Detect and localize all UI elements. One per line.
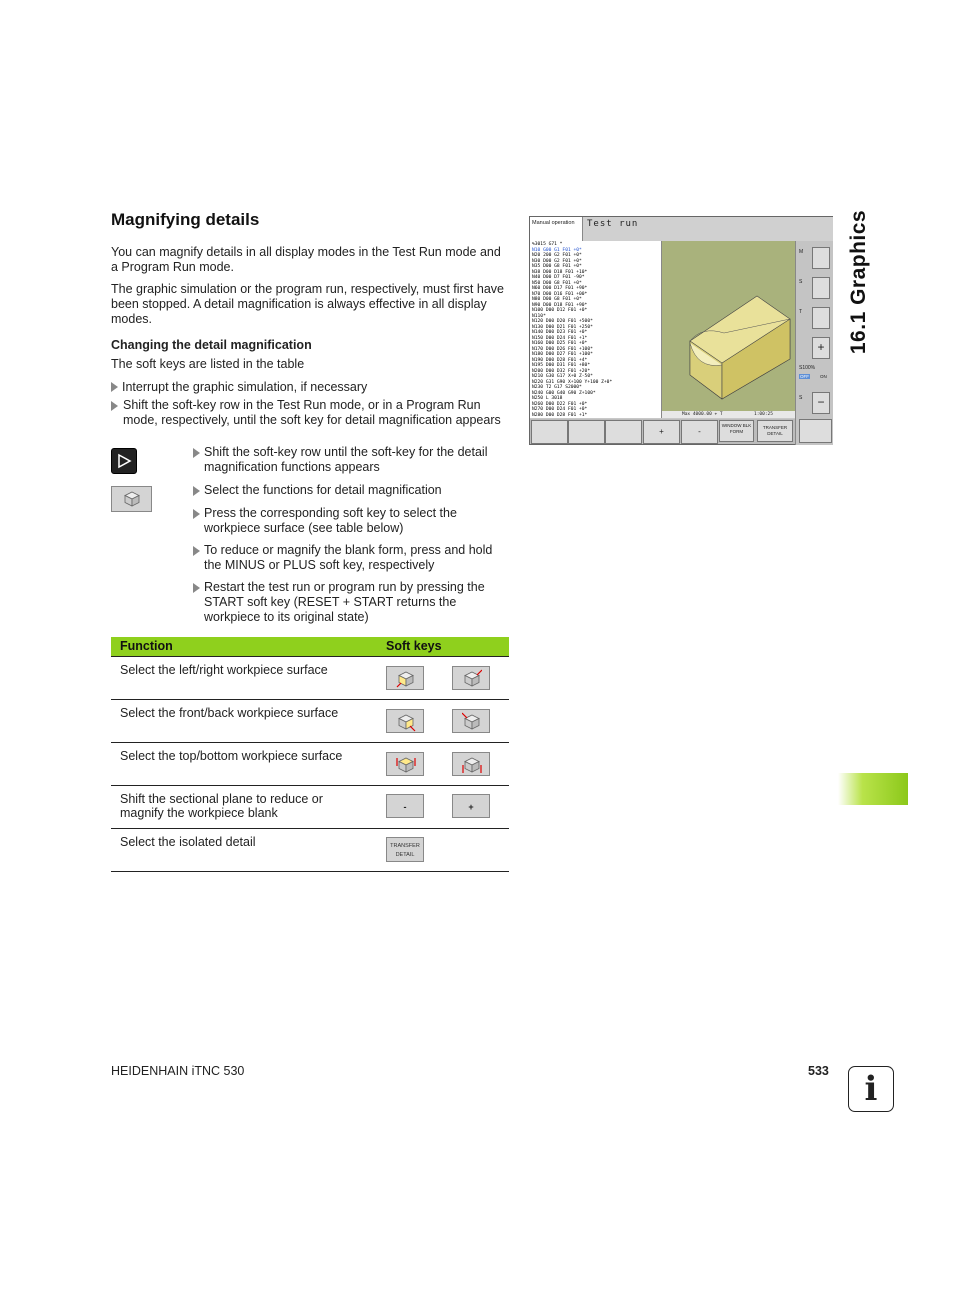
program-line: N280 D00 D28 F01 +1*: [532, 412, 588, 418]
substep-5: Restart the test run or program run by pressing the START soft key (RESET + START returns the workpiece to its original state): [193, 580, 503, 625]
substep-4: To reduce or magnify the blank form, press and hold the MINUS or PLUS soft key, respectively: [193, 543, 508, 573]
side-softkey[interactable]: [799, 419, 832, 443]
program-line: N130 D00 D21 F01 +250*: [532, 324, 593, 330]
chapter-tab-marker: [838, 773, 908, 805]
program-line: N90 D00 D18 F01 +90*: [532, 302, 588, 308]
left-surface-softkey[interactable]: [386, 666, 424, 690]
chapter-title-text: 16.1 Graphics: [847, 209, 871, 355]
substep-1: Shift the soft-key row until the soft-key for the detail magnification functions appears: [193, 445, 508, 475]
program-line: N140 D00 D23 F01 +0*: [532, 330, 588, 335]
program-line: N40 D00 D7 F01 -90*: [532, 275, 585, 280]
program-line: N170 D00 D26 F01 +100*: [532, 346, 593, 352]
program-line: N200 D00 D32 F01 +20*: [532, 368, 591, 374]
surface-softkey[interactable]: [605, 420, 642, 444]
window-blk-form-softkey[interactable]: WINDOW BLK FORM: [719, 420, 754, 442]
program-line: N240 G00 G40 G90 Z+100*: [532, 390, 596, 396]
table-row: Select the top/bottom workpiece surface: [111, 743, 509, 786]
bullet-arrow-icon: [193, 583, 200, 593]
softkey-table: [111, 637, 509, 872]
table-row: Select the left/right workpiece surface: [111, 657, 509, 700]
screen-plus-softkey[interactable]: +: [643, 420, 680, 444]
program-line: %3015 G71 *: [532, 242, 563, 247]
program-line: N220 G31 G90 X+100 Y+100 Z+0*: [532, 379, 613, 385]
program-line: N70 D00 D16 F01 +00*: [532, 291, 588, 297]
front-surface-softkey[interactable]: [386, 709, 424, 733]
title-bar: Test run: [583, 217, 833, 242]
top-surface-softkey[interactable]: [386, 752, 424, 776]
program-line: N38 D00 D18 F01 +10*: [532, 269, 588, 275]
program-line: N150 D00 D24 F01 +1*: [532, 335, 588, 341]
detail-magnify-softkey-icon: [111, 486, 152, 512]
mode-label-box: Manual operation: [530, 217, 583, 242]
intro-paragraph-1: You can magnify details in all display modes in the Test Run mode and a Program Run mode.: [111, 245, 501, 274]
minus-softkey[interactable]: -: [386, 794, 424, 818]
section-heading: Magnifying details: [111, 210, 260, 229]
bullet-arrow-icon: [111, 401, 118, 411]
program-line: N10 G00 G1 F01 +0*: [532, 247, 582, 253]
program-line: N190 D00 D28 F01 +4*: [532, 357, 588, 363]
plus-softkey[interactable]: +: [452, 794, 490, 818]
control-screenshot: [529, 216, 833, 445]
side-softkey[interactable]: [812, 277, 830, 299]
transfer-detail-softkey[interactable]: TRANSFER DETAIL: [386, 837, 424, 862]
program-listing: [530, 241, 662, 418]
softkey-bar: [530, 419, 795, 444]
table-note: The soft keys are listed in the table: [111, 357, 305, 371]
table-row: Select the isolated detail TRANSFER DETAIL: [111, 829, 509, 872]
workpiece-graphic: [662, 241, 795, 418]
minus-side-icon[interactable]: −: [812, 392, 830, 414]
bottom-surface-softkey[interactable]: [452, 752, 490, 776]
footer-manual-title: HEIDENHAIN iTNC 530: [111, 1064, 245, 1078]
program-line: N210 G30 G17 X+0 Z-50*: [532, 374, 593, 379]
side-softkey[interactable]: [812, 307, 830, 329]
chapter-side-title: [842, 209, 882, 365]
program-line: N180 D00 D27 F01 +100*: [532, 352, 593, 357]
info-icon: i: [848, 1066, 894, 1112]
substep-2: Select the functions for detail magnification: [193, 483, 508, 498]
program-line: N30 D00 G2 F01 +0*: [532, 258, 582, 264]
bullet-arrow-icon: [193, 448, 200, 458]
bullet-arrow-icon: [111, 382, 118, 392]
table-header: [111, 637, 509, 656]
program-line: N260 D00 D22 F01 +0*: [532, 401, 588, 407]
step-2: Shift the soft-key row in the Test Run mode, or in a Program Run mode, respectively, until the soft key for detail magnification appears: [111, 398, 501, 428]
subheading: Changing the detail magnification: [111, 338, 312, 352]
program-line: N120 D00 D20 F01 +500*: [532, 319, 593, 324]
graphics-view: Max 4000.00 + T 1:00:25: [662, 241, 795, 418]
program-line: N160 D00 D25 F01 +0*: [532, 341, 588, 346]
program-line: N195 D00 D31 F01 +80*: [532, 363, 591, 368]
program-line: N80 D00 G8 F01 +0*: [532, 297, 582, 302]
screen-transfer-detail-softkey[interactable]: TRANSFER DETAIL: [757, 420, 793, 442]
surface-softkey[interactable]: [568, 420, 605, 444]
bullet-arrow-icon: [193, 546, 200, 556]
program-line: N270 D00 D24 F01 +0*: [532, 407, 588, 412]
table-row: Shift the sectional plane to reduce or magnify the workpiece blank - +: [111, 786, 509, 829]
intro-paragraph-2: The graphic simulation or the program run, respectively, must first have been stopped. A detail magnification is always effective in all display modes.: [111, 282, 504, 326]
program-line: N20 200 G2 F01 +0*: [532, 253, 582, 258]
plus-side-icon[interactable]: +: [812, 337, 830, 359]
program-line: N250 L 3018: [532, 396, 563, 401]
step-1: Interrupt the graphic simulation, if necessary: [111, 380, 511, 395]
program-line: N110*: [532, 313, 546, 319]
header-softkeys: Soft keys: [386, 639, 442, 653]
back-surface-softkey[interactable]: [452, 709, 490, 733]
side-softkey-panel: M S T S100% OFF ON S + −: [795, 241, 833, 445]
next-softkey-row-icon: [111, 448, 137, 474]
program-line: N60 D00 D17 F01 +90*: [532, 286, 588, 291]
header-function: Function: [120, 639, 173, 653]
right-surface-softkey[interactable]: [452, 666, 490, 690]
page-number: 533: [808, 1064, 829, 1078]
surface-softkey[interactable]: [531, 420, 568, 444]
bullet-arrow-icon: [193, 509, 200, 519]
bullet-arrow-icon: [193, 486, 200, 496]
substep-3: Press the corresponding soft key to select the workpiece surface (see table below): [193, 506, 493, 536]
program-line: N50 D00 G8 F01 +0*: [532, 280, 582, 286]
program-line: N35 D00 G8 F01 +0*: [532, 264, 582, 269]
side-softkey[interactable]: [812, 247, 830, 269]
program-line: N230 T2 G17 S2000*: [532, 385, 582, 390]
screen-minus-softkey[interactable]: -: [681, 420, 718, 444]
program-line: N100 D00 D12 F01 +0*: [532, 308, 588, 313]
table-row: Select the front/back workpiece surface: [111, 700, 509, 743]
